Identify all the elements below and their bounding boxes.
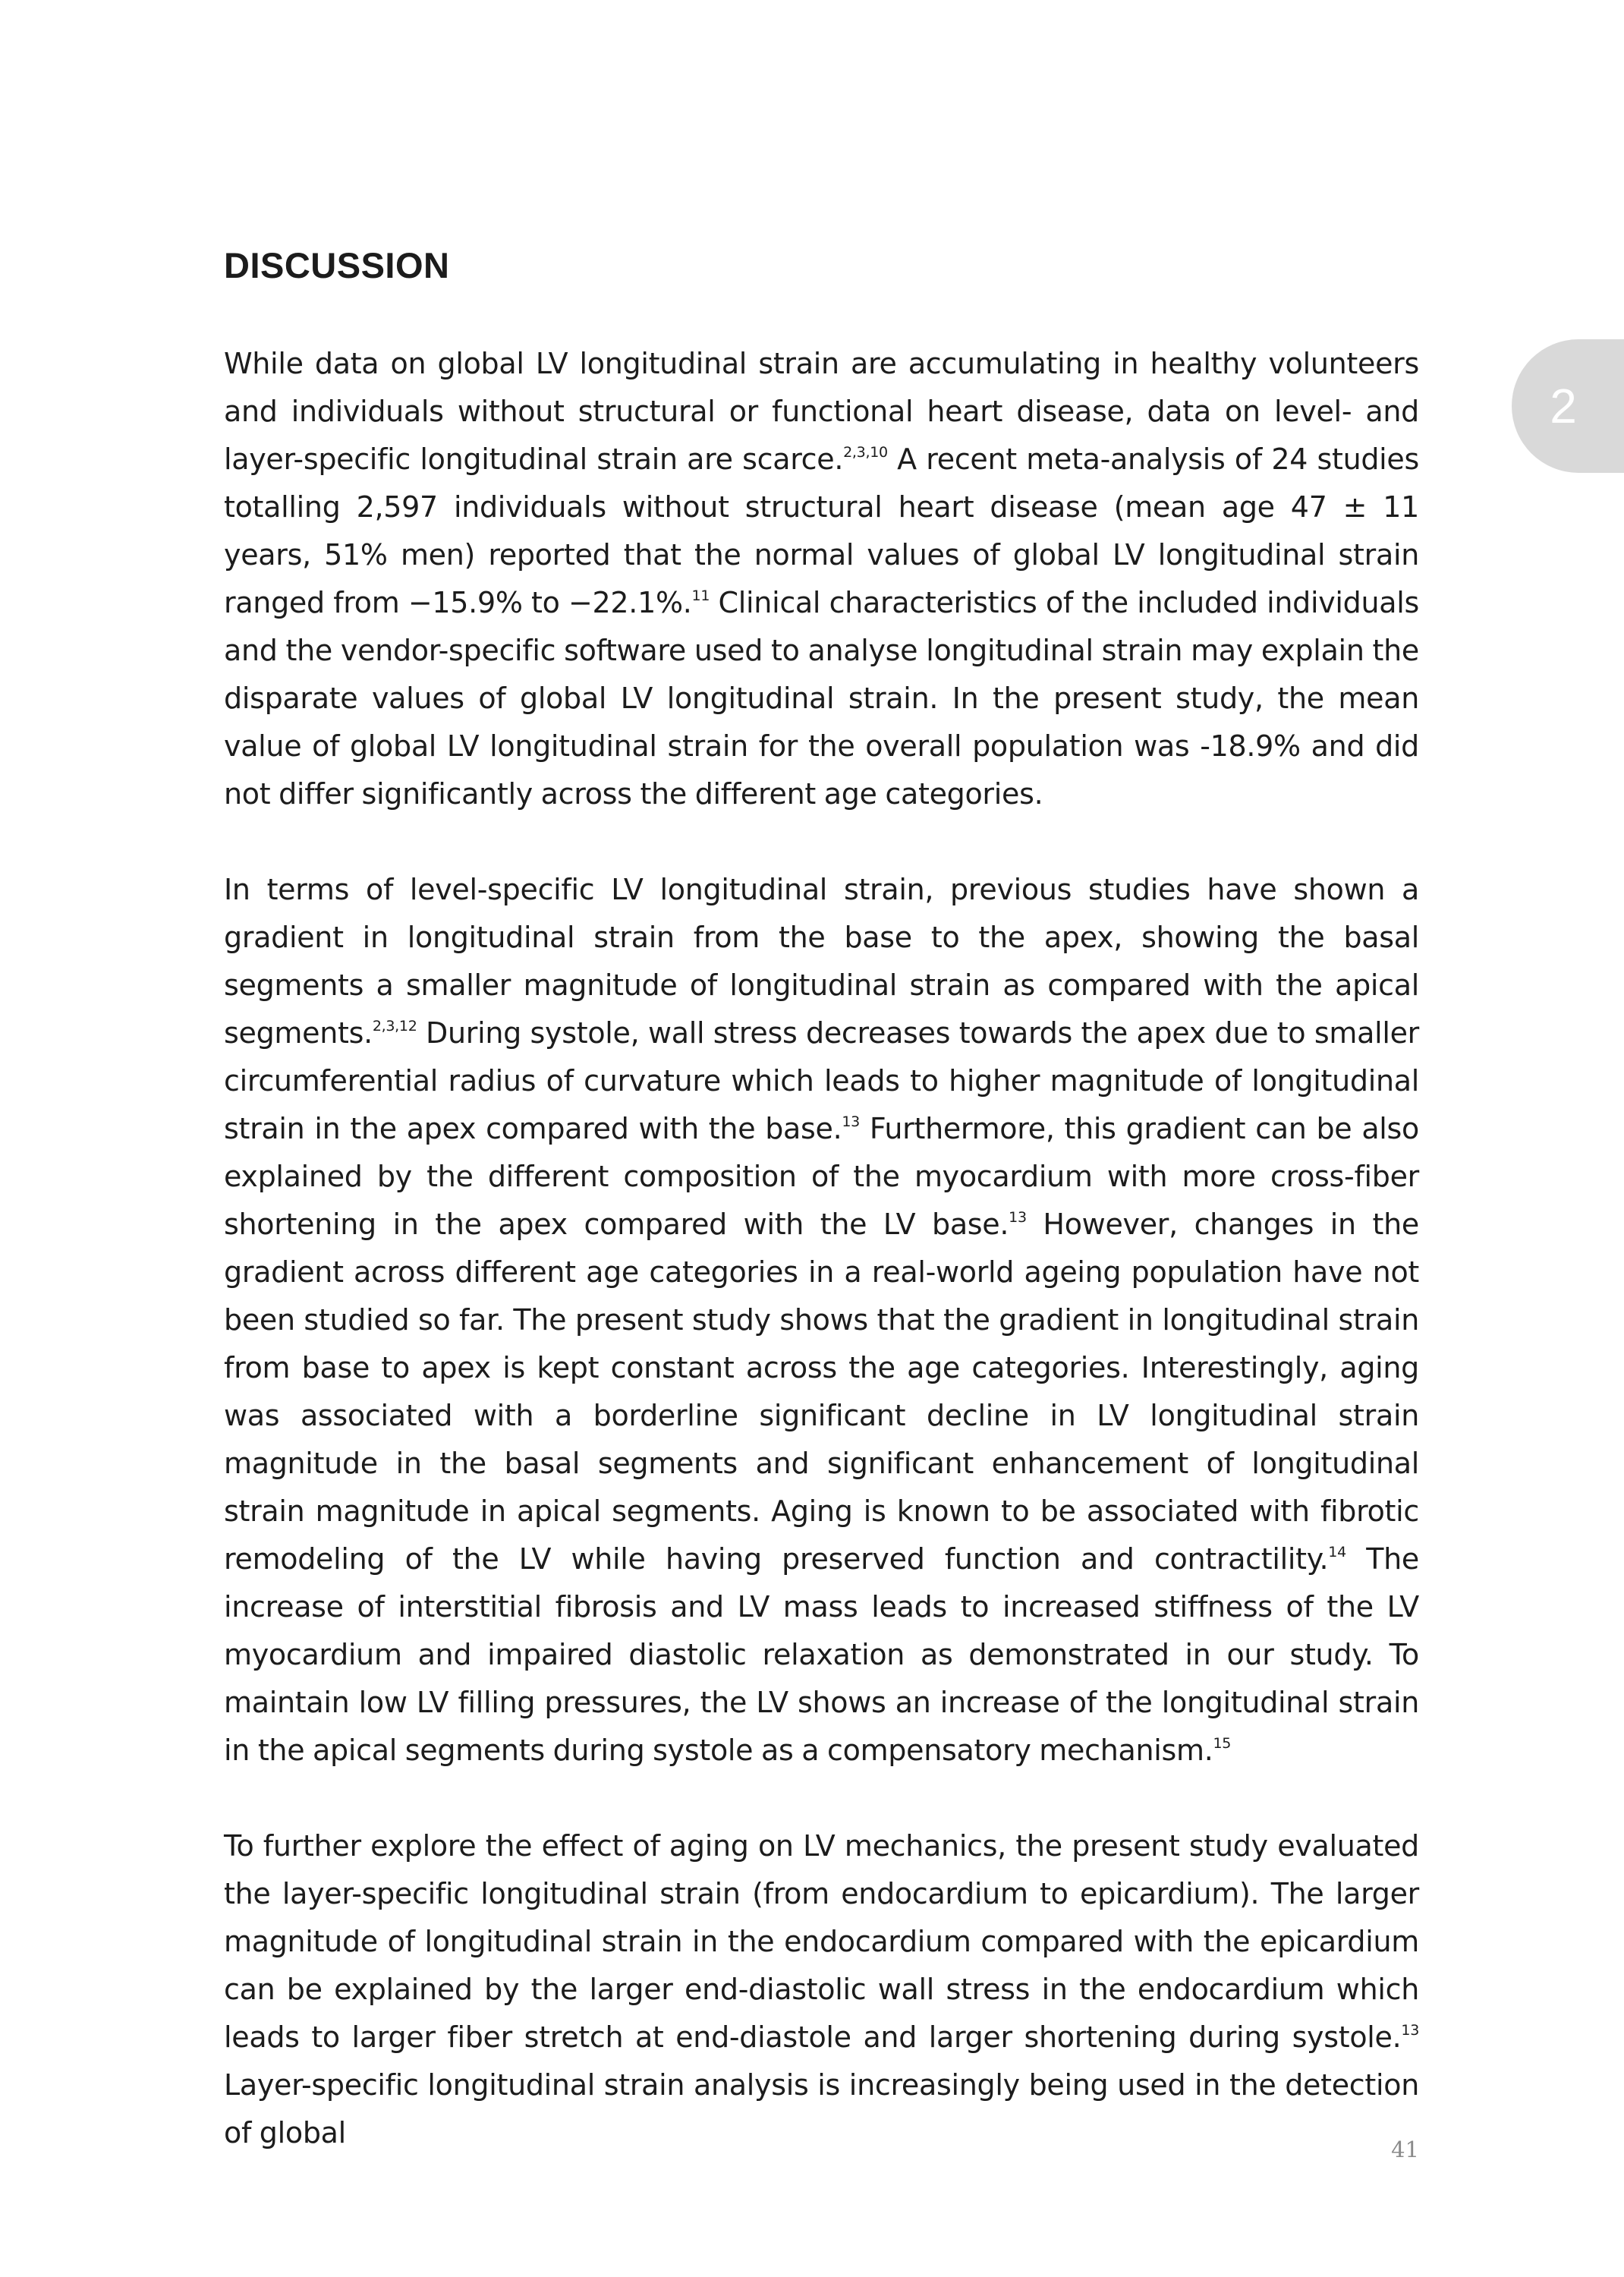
citation-superscript: 2,3,12	[372, 1018, 417, 1035]
citation-superscript: 11	[691, 587, 710, 605]
paragraph-text: However, changes in the gradient across different age categories in a real-world ageing population have not been studied so far. The present study shows that the gradient in longitudinal strain from base to apex is kept constant across the age categories. Interestingly, aging was associated with a borderline significant decline in LV longitudinal strain magnitude in the basal segments and significant enhancement of longitudinal strain magnitude in apical segments. Aging is known to be associated with fibrotic remodeling of the LV while having preserved function and contractility.	[224, 1208, 1419, 1576]
paragraph	[224, 1822, 1419, 2157]
paragraph-text: A recent meta-analysis of 24 studies totalling 2,597 individuals without structural heart disease (mean age 47 ± 11 years, 51% men) reported that the normal values of global LV longitudinal strain ranged from −15.9% to −22.1%.	[224, 442, 1420, 619]
section-heading: DISCUSSION	[224, 245, 450, 285]
chapter-number: 2	[1550, 379, 1577, 433]
paragraph-text: During systole, wall stress decreases towards the apex due to smaller circumferential radius of curvature which leads to higher magnitude of longitudinal strain in the apex compared with the base.	[224, 1016, 1419, 1145]
paragraph-text: Clinical characteristics of the included individuals and the vendor-specific software used to analyse longitudinal strain may explain the disparate values of global LV longitudinal strain. In the present study, the mean value of global LV longitudinal strain for the overall population was -18.9% and did not differ significantly across the different age categories.	[224, 586, 1419, 811]
paragraph-text: To further explore the effect of aging on LV mechanics, the present study evaluated the layer-specific longitudinal strain (from endocardium to epicardium). The larger magnitude of longitudinal strain in the endocardium compared with the epicardium can be explained by the larger end-diastolic wall stress in the endocardium which leads to larger fiber stretch at end-diastole and larger shortening during systole.	[224, 1829, 1419, 2054]
page-number: 41	[1391, 2137, 1419, 2162]
body-text	[224, 340, 1419, 2205]
citation-superscript: 13	[1401, 2022, 1419, 2039]
paragraph-text: The increase of interstitial fibrosis and LV mass leads to increased stiffness of the LV myocardium and impaired diastolic relaxation as demonstrated in our study. To maintain low LV filling pressures, the LV shows an increase of the longitudinal strain in the apical segments during systole as a compensatory mechanism.	[224, 1542, 1419, 1767]
paragraph-text: In terms of level-specific LV longitudinal strain, previous studies have shown a gradient in longitudinal strain from the base to the apex, showing the basal segments a smaller magnitude of longitudinal strain as compared with the apical segments.	[224, 873, 1419, 1050]
paragraph	[224, 866, 1419, 1775]
citation-superscript: 13	[1009, 1209, 1027, 1227]
paragraph-text: While data on global LV longitudinal strain are accumulating in healthy volunteers and individuals without structural or functional heart disease, data on level- and layer-specific longitudinal strain are scarce.	[224, 347, 1419, 476]
paragraph-text: Layer-specific longitudinal strain analysis is increasingly being used in the detection of global	[224, 2068, 1419, 2149]
citation-superscript: 2,3,10	[843, 444, 888, 461]
citation-superscript: 14	[1328, 1544, 1346, 1561]
citation-superscript: 13	[842, 1113, 860, 1131]
paragraph	[224, 340, 1419, 818]
paragraph-text: Furthermore, this gradient can be also explained by the different composition of the myocardium with more cross-fiber shortening in the apex compared with the LV base.	[224, 1112, 1420, 1241]
citation-superscript: 15	[1213, 1735, 1232, 1753]
